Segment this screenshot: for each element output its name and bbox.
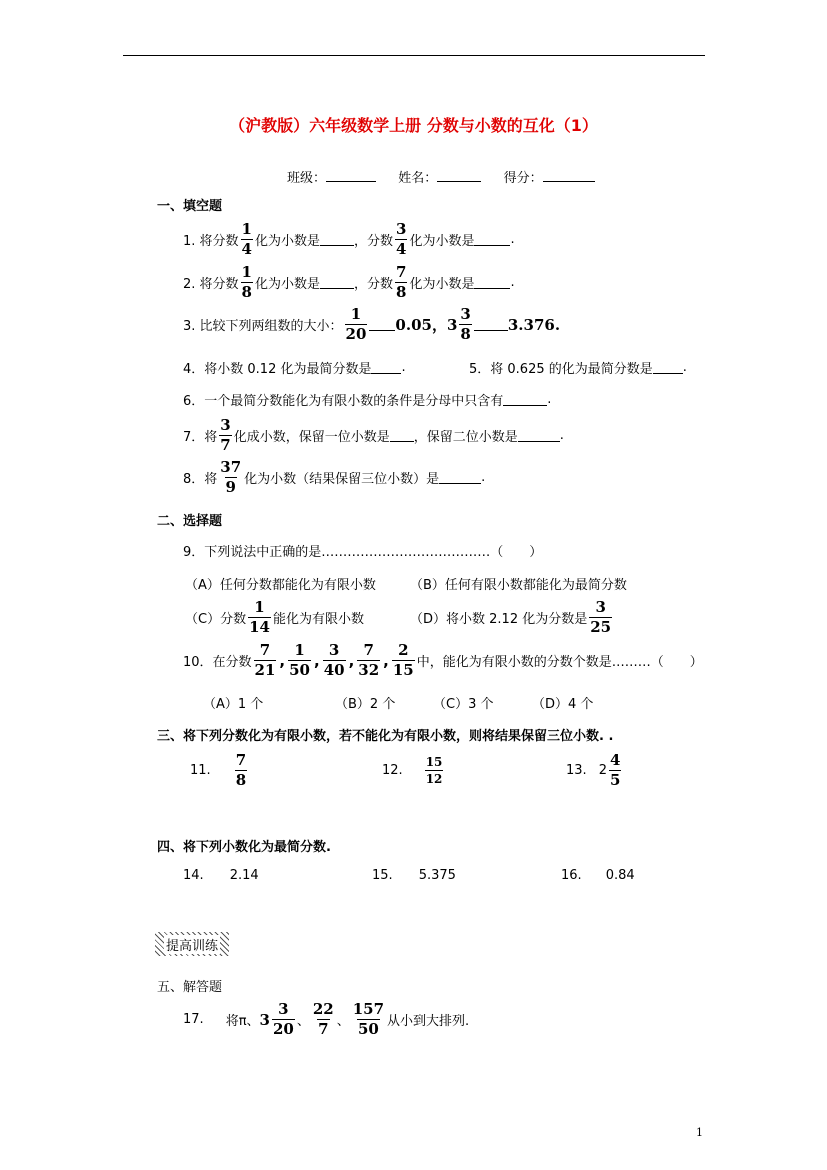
q3-fraction-1: $\frac{1}{20}$ <box>345 305 367 343</box>
q1-text-d: 化为小数是 <box>409 234 475 249</box>
q9-d-fraction: $\frac{3}{25}$ <box>590 598 612 636</box>
q5-period: . <box>682 360 687 375</box>
q3-whole: 3 <box>446 315 458 334</box>
q8-fraction: $\frac{37}{9}$ <box>220 458 242 496</box>
q17-sep-2: 、 <box>336 1014 350 1029</box>
q17-text-b: 从小到大排列. <box>387 1014 470 1029</box>
q7-text-b: 化成小数，保留一位小数是 <box>233 430 390 445</box>
q9-option-d[interactable] <box>410 600 614 635</box>
section-3-heading: 三、将下列分数化为有限小数，若不能化为有限小数，则将结果保留三位小数. . <box>157 729 614 744</box>
q8-text-a: 8．将 <box>183 472 218 487</box>
q9-option-b[interactable]: （B）任何有限小数都能化为最简分数 <box>410 578 627 593</box>
score-blank[interactable] <box>543 169 595 182</box>
q11-fraction: $\frac{7}{8}$ <box>235 751 247 789</box>
question-10 <box>183 643 703 678</box>
section-2-heading: 二、选择题 <box>157 514 223 529</box>
q10-text-a: 10．在分数 <box>183 655 252 670</box>
question-16 <box>561 868 635 883</box>
q2-blank-2[interactable] <box>474 276 510 289</box>
class-label: 班级： <box>287 171 327 186</box>
q9-c-fraction: $\frac{1}{14}$ <box>249 598 270 636</box>
question-9-stem: 9．下列说法中正确的是…………………………………（ ） <box>183 545 543 560</box>
q10-option-b[interactable]: （B）2 个 <box>335 697 396 712</box>
q8-blank[interactable] <box>439 471 481 484</box>
q9-c-text-b: 能化为有限小数 <box>272 612 364 627</box>
q9-c-text-a: （C）分数 <box>185 612 247 627</box>
q6-period: . <box>547 392 552 407</box>
name-label: 姓名： <box>398 171 438 186</box>
section-5-heading: 五、解答题 <box>157 980 223 995</box>
q5-blank[interactable] <box>653 361 683 374</box>
q11-number: 11. <box>190 763 211 778</box>
advanced-training-badge <box>155 932 229 956</box>
q3-comma: ， <box>431 316 447 334</box>
q10-text-b: 中，能化为有限小数的分数个数是………（ ） <box>416 655 703 670</box>
question-14 <box>183 868 259 883</box>
section-4-heading: 四、将下列小数化为最简分数. <box>157 840 331 855</box>
question-4 <box>183 358 406 377</box>
student-info <box>287 167 595 186</box>
score-label: 得分： <box>503 171 543 186</box>
q17-sep-1: 、 <box>296 1014 310 1029</box>
q2-text-b: 化为小数是 <box>254 277 320 292</box>
q7-text-c: ，保留二位小数是 <box>413 430 518 445</box>
question-3 <box>183 307 560 342</box>
q10-option-a[interactable]: （A）1 个 <box>203 697 264 712</box>
q10-fraction-1: $\frac{7}{21}$ <box>254 641 276 679</box>
question-8 <box>183 460 485 495</box>
q16-value: 0.84 <box>605 868 635 883</box>
q15-value: 5.375 <box>418 868 456 883</box>
q1-text-a: 1. 将分数 <box>183 234 239 249</box>
q13-whole: 2 <box>598 763 607 778</box>
q13-fraction: $\frac{4}{5}$ <box>609 751 621 789</box>
q17-fraction-2: $\frac{22}{7}$ <box>312 1000 334 1038</box>
q17-text-a: 将π、 <box>225 1014 260 1029</box>
q7-text-a: 7．将 <box>183 430 218 445</box>
q2-fraction-1: $\frac{1}{8}$ <box>241 263 252 301</box>
q2-blank-1[interactable] <box>320 276 354 289</box>
q10-sep: , <box>383 652 389 670</box>
q8-period: . <box>481 470 486 485</box>
q10-option-c[interactable]: （C）3 个 <box>433 697 494 712</box>
q8-text-b: 化为小数（结果保留三位小数）是 <box>244 472 440 487</box>
q7-blank-2[interactable] <box>518 429 560 442</box>
q17-whole: 3 <box>259 1010 270 1029</box>
q14-number: 14. <box>183 868 204 883</box>
question-12 <box>382 756 445 785</box>
question-13 <box>566 753 623 788</box>
q10-sep: , <box>279 652 286 670</box>
q9-option-c[interactable] <box>185 600 364 635</box>
q3-period: . <box>554 315 561 334</box>
q3-blank-2[interactable] <box>474 318 508 331</box>
q3-value-1: 0.05 <box>395 315 432 334</box>
q3-blank-1[interactable] <box>369 318 395 331</box>
q10-fraction-2: $\frac{1}{50}$ <box>289 641 310 679</box>
q17-number: 17. <box>183 1012 204 1027</box>
q7-blank-1[interactable] <box>390 429 414 442</box>
q10-sep: , <box>348 652 355 670</box>
question-17 <box>183 1002 469 1037</box>
q12-fraction: $\frac{15}{12}$ <box>425 755 443 786</box>
q1-text-b: 化为小数是 <box>254 234 320 249</box>
q2-fraction-2: $\frac{7}{8}$ <box>396 263 407 301</box>
q6-text: 6．一个最简分数能化为有限小数的条件是分母中只含有 <box>183 394 504 409</box>
q15-number: 15. <box>372 868 393 883</box>
q7-period: . <box>559 428 564 443</box>
q7-fraction: $\frac{3}{7}$ <box>220 416 231 454</box>
q2-period: . <box>510 275 515 290</box>
q2-text-c: ，分数 <box>354 277 394 292</box>
q14-value: 2.14 <box>229 868 259 883</box>
question-7 <box>183 418 564 453</box>
q13-number: 13. <box>566 763 587 778</box>
q10-sep: , <box>314 652 320 670</box>
question-15 <box>372 868 456 883</box>
question-11 <box>190 753 249 788</box>
q10-fraction-5: $\frac{2}{15}$ <box>392 641 414 679</box>
q17-fraction-3: $\frac{157}{50}$ <box>352 1000 385 1038</box>
question-5 <box>469 358 687 377</box>
q1-text-c: ，分数 <box>354 234 394 249</box>
page-title: （沪教版）六年级数学上册 分数与小数的互化（1） <box>229 116 598 135</box>
q1-blank-2[interactable] <box>474 233 510 246</box>
q2-text-d: 化为小数是 <box>409 277 475 292</box>
q1-blank-1[interactable] <box>320 233 354 246</box>
q3-value-2: 3.376 <box>507 315 555 334</box>
section-1-heading: 一、填空题 <box>157 199 223 214</box>
q1-period: . <box>510 232 515 247</box>
question-6 <box>183 390 551 409</box>
q12-number: 12. <box>382 763 403 778</box>
q3-fraction-2: $\frac{3}{8}$ <box>460 305 471 343</box>
q16-number: 16. <box>561 868 582 883</box>
q9-option-a[interactable]: （A）任何分数都能化为有限小数 <box>185 578 376 593</box>
q2-text-a: 2. 将分数 <box>183 277 239 292</box>
q6-blank[interactable] <box>503 393 547 406</box>
question-1 <box>183 222 515 257</box>
q4-period: . <box>401 360 406 375</box>
header-rule <box>123 55 705 56</box>
q9-d-text: （D）将小数 2.12 化为分数是 <box>410 612 588 627</box>
badge-label: 提高训练 <box>164 935 220 954</box>
q4-text: 4．将小数 0.12 化为最简分数是 <box>183 362 372 377</box>
q1-fraction-1: $\frac{1}{4}$ <box>241 220 252 258</box>
name-blank[interactable] <box>437 169 481 182</box>
q10-fraction-4: $\frac{7}{32}$ <box>358 641 380 679</box>
class-blank[interactable] <box>326 169 376 182</box>
page-number: 1 <box>696 1126 703 1139</box>
q5-text: 5．将 0.625 的化为最简分数是 <box>469 362 653 377</box>
q1-fraction-2: $\frac{3}{4}$ <box>396 220 407 258</box>
q10-option-d[interactable]: （D）4 个 <box>532 697 594 712</box>
q10-fraction-3: $\frac{3}{40}$ <box>323 641 345 679</box>
q4-blank[interactable] <box>371 361 401 374</box>
q3-text-a: 3. 比较下列两组数的大小： <box>183 319 343 334</box>
question-2 <box>183 265 515 300</box>
q17-fraction-1: $\frac{3}{20}$ <box>272 1000 294 1038</box>
